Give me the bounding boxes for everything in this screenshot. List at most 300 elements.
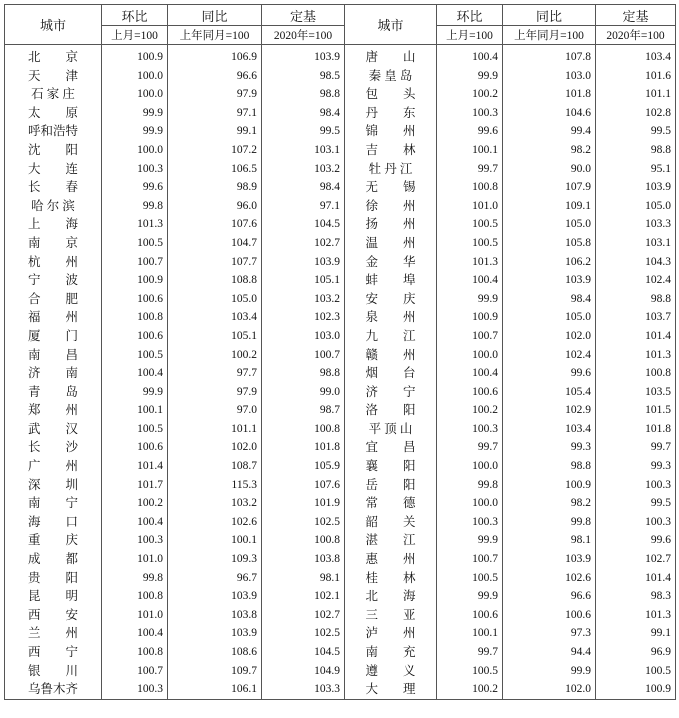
mom-value-left: 100.0 [102, 141, 168, 160]
yoy-value-left: 106.9 [168, 45, 262, 67]
yoy-value-right: 109.1 [503, 197, 596, 216]
mom-value-left: 99.8 [102, 197, 168, 216]
fixed-value-right: 101.3 [596, 346, 676, 365]
yoy-value-right: 107.9 [503, 178, 596, 197]
city-name-left: 西 安 [5, 606, 102, 625]
table-row [5, 160, 676, 179]
yoy-value-left: 96.6 [168, 67, 262, 86]
yoy-value-right: 104.6 [503, 104, 596, 123]
city-name-left: 兰 州 [5, 624, 102, 643]
city-name-right: 包 头 [345, 85, 437, 104]
table-row [5, 104, 676, 123]
table-row [5, 494, 676, 513]
yoy-value-right: 102.4 [503, 346, 596, 365]
city-name-right: 锦 州 [345, 122, 437, 141]
mom-value-right: 100.6 [437, 383, 503, 402]
fixed-value-left: 97.1 [262, 197, 345, 216]
city-name-left: 杭 州 [5, 253, 102, 272]
fixed-value-right: 96.9 [596, 643, 676, 662]
city-name-left: 石 家 庄 [5, 85, 102, 104]
city-name-left: 深 圳 [5, 476, 102, 495]
city-name-right: 遵 义 [345, 662, 437, 681]
mom-value-left: 101.7 [102, 476, 168, 495]
city-name-left: 武 汉 [5, 420, 102, 439]
yoy-value-left: 107.2 [168, 141, 262, 160]
fixed-value-right: 103.7 [596, 308, 676, 327]
mom-value-left: 101.0 [102, 606, 168, 625]
city-name-left: 南 宁 [5, 494, 102, 513]
yoy-value-left: 107.6 [168, 215, 262, 234]
mom-value-right: 100.4 [437, 364, 503, 383]
yoy-value-left: 97.1 [168, 104, 262, 123]
mom-value-left: 101.4 [102, 457, 168, 476]
mom-value-right: 100.5 [437, 662, 503, 681]
yoy-value-left: 109.7 [168, 662, 262, 681]
mom-value-left: 100.5 [102, 420, 168, 439]
yoy-value-right: 101.8 [503, 85, 596, 104]
fixed-value-right: 95.1 [596, 160, 676, 179]
mom-value-left: 100.1 [102, 401, 168, 420]
yoy-value-right: 107.8 [503, 45, 596, 67]
fixed-value-right: 101.6 [596, 67, 676, 86]
mom-value-left: 100.8 [102, 308, 168, 327]
yoy-value-left: 109.3 [168, 550, 262, 569]
city-name-left: 福 州 [5, 308, 102, 327]
table-row [5, 587, 676, 606]
fixed-value-left: 103.2 [262, 160, 345, 179]
city-name-left: 合 肥 [5, 290, 102, 309]
price-index-table-container [4, 4, 676, 700]
yoy-value-left: 106.1 [168, 680, 262, 699]
city-name-left: 天 津 [5, 67, 102, 86]
mom-value-right: 99.8 [437, 476, 503, 495]
table-row [5, 141, 676, 160]
mom-value-left: 100.8 [102, 587, 168, 606]
yoy-value-right: 99.8 [503, 513, 596, 532]
city-name-right: 济 宁 [345, 383, 437, 402]
mom-value-right: 100.0 [437, 346, 503, 365]
city-name-left: 沈 阳 [5, 141, 102, 160]
fixed-value-right: 99.7 [596, 438, 676, 457]
yoy-value-right: 105.0 [503, 308, 596, 327]
table-row [5, 606, 676, 625]
city-name-right: 无 锡 [345, 178, 437, 197]
yoy-value-right: 94.4 [503, 643, 596, 662]
mom-value-right: 99.9 [437, 290, 503, 309]
mom-value-right: 99.9 [437, 531, 503, 550]
city-name-right: 桂 林 [345, 569, 437, 588]
fixed-value-right: 99.5 [596, 494, 676, 513]
mom-value-left: 100.6 [102, 438, 168, 457]
city-name-left: 上 海 [5, 215, 102, 234]
city-name-right: 烟 台 [345, 364, 437, 383]
mom-value-right: 100.1 [437, 141, 503, 160]
yoy-value-right: 90.0 [503, 160, 596, 179]
fixed-value-left: 103.2 [262, 290, 345, 309]
mom-value-left: 99.9 [102, 383, 168, 402]
fixed-header-left: 定基 [262, 5, 345, 26]
city-name-left: 厦 门 [5, 327, 102, 346]
yoy-value-left: 105.0 [168, 290, 262, 309]
yoy-value-left: 97.7 [168, 364, 262, 383]
city-name-right: 赣 州 [345, 346, 437, 365]
yoy-value-left: 101.1 [168, 420, 262, 439]
fixed-value-right: 102.8 [596, 104, 676, 123]
city-name-left: 北 京 [5, 45, 102, 67]
city-name-right: 泸 州 [345, 624, 437, 643]
yoy-value-left: 100.2 [168, 346, 262, 365]
mom-value-left: 100.6 [102, 327, 168, 346]
header-row-main [5, 5, 676, 26]
fixed-value-right: 101.3 [596, 606, 676, 625]
table-row [5, 271, 676, 290]
fixed-value-right: 98.3 [596, 587, 676, 606]
city-name-right: 秦 皇 岛 [345, 67, 437, 86]
table-row [5, 122, 676, 141]
fixed-value-right: 99.6 [596, 531, 676, 550]
mom-value-left: 100.5 [102, 234, 168, 253]
yoy-value-left: 97.9 [168, 383, 262, 402]
fixed-value-left: 104.9 [262, 662, 345, 681]
fixed-value-left: 99.0 [262, 383, 345, 402]
yoy-value-right: 105.8 [503, 234, 596, 253]
mom-value-left: 100.0 [102, 85, 168, 104]
table-row [5, 290, 676, 309]
mom-value-right: 99.9 [437, 587, 503, 606]
mom-value-right: 99.6 [437, 122, 503, 141]
table-body [5, 45, 676, 700]
city-name-left: 郑 州 [5, 401, 102, 420]
mom-header-right: 环比 [437, 5, 503, 26]
mom-value-right: 100.2 [437, 680, 503, 699]
mom-value-right: 99.7 [437, 438, 503, 457]
city-name-right: 丹 东 [345, 104, 437, 123]
fixed-value-right: 103.4 [596, 45, 676, 67]
table-row [5, 438, 676, 457]
fixed-value-left: 105.9 [262, 457, 345, 476]
fixed-value-left: 100.7 [262, 346, 345, 365]
yoy-value-right: 106.2 [503, 253, 596, 272]
mom-value-left: 99.6 [102, 178, 168, 197]
city-name-left: 南 京 [5, 234, 102, 253]
mom-value-right: 99.7 [437, 160, 503, 179]
table-row [5, 85, 676, 104]
table-row [5, 327, 676, 346]
city-name-right: 泉 州 [345, 308, 437, 327]
mom-value-right: 100.2 [437, 401, 503, 420]
fixed-value-right: 105.0 [596, 197, 676, 216]
fixed-value-right: 102.4 [596, 271, 676, 290]
fixed-value-left: 100.8 [262, 420, 345, 439]
mom-value-right: 100.7 [437, 327, 503, 346]
mom-value-left: 100.9 [102, 45, 168, 67]
city-name-right: 安 庆 [345, 290, 437, 309]
mom-subheader-left: 上月=100 [102, 26, 168, 45]
mom-value-right: 100.3 [437, 420, 503, 439]
city-name-right: 温 州 [345, 234, 437, 253]
city-name-left: 成 都 [5, 550, 102, 569]
mom-subheader-right: 上月=100 [437, 26, 503, 45]
yoy-value-right: 105.0 [503, 215, 596, 234]
fixed-value-left: 102.7 [262, 606, 345, 625]
yoy-value-left: 97.9 [168, 85, 262, 104]
fixed-value-left: 105.1 [262, 271, 345, 290]
table-row [5, 531, 676, 550]
fixed-value-left: 98.4 [262, 178, 345, 197]
city-name-right: 九 江 [345, 327, 437, 346]
table-row [5, 383, 676, 402]
fixed-header-right: 定基 [596, 5, 676, 26]
city-name-left: 银 川 [5, 662, 102, 681]
yoy-value-right: 103.9 [503, 271, 596, 290]
fixed-value-right: 103.5 [596, 383, 676, 402]
table-row [5, 178, 676, 197]
city-name-left: 济 南 [5, 364, 102, 383]
yoy-value-right: 98.4 [503, 290, 596, 309]
mom-header-left: 环比 [102, 5, 168, 26]
table-row [5, 401, 676, 420]
mom-value-left: 99.9 [102, 104, 168, 123]
yoy-value-left: 102.0 [168, 438, 262, 457]
mom-value-left: 99.9 [102, 122, 168, 141]
table-row [5, 215, 676, 234]
yoy-value-right: 102.6 [503, 569, 596, 588]
table-row [5, 45, 676, 67]
table-row [5, 67, 676, 86]
fixed-value-left: 107.6 [262, 476, 345, 495]
fixed-value-right: 100.9 [596, 680, 676, 699]
mom-value-left: 101.3 [102, 215, 168, 234]
city-name-right: 大 理 [345, 680, 437, 699]
yoy-value-right: 102.9 [503, 401, 596, 420]
city-name-left: 大 连 [5, 160, 102, 179]
yoy-header-right: 同比 [503, 5, 596, 26]
table-row [5, 253, 676, 272]
mom-value-right: 100.8 [437, 178, 503, 197]
fixed-value-left: 98.7 [262, 401, 345, 420]
table-row [5, 569, 676, 588]
city-name-left: 广 州 [5, 457, 102, 476]
yoy-value-left: 98.9 [168, 178, 262, 197]
city-name-right: 湛 江 [345, 531, 437, 550]
fixed-value-left: 98.8 [262, 85, 345, 104]
yoy-value-left: 102.6 [168, 513, 262, 532]
fixed-value-left: 103.9 [262, 45, 345, 67]
fixed-value-right: 104.3 [596, 253, 676, 272]
mom-value-right: 99.7 [437, 643, 503, 662]
city-name-left: 青 岛 [5, 383, 102, 402]
mom-value-left: 100.4 [102, 624, 168, 643]
fixed-value-left: 102.5 [262, 513, 345, 532]
city-name-left: 重 庆 [5, 531, 102, 550]
mom-value-right: 100.4 [437, 45, 503, 67]
city-name-right: 蚌 埠 [345, 271, 437, 290]
mom-value-left: 100.4 [102, 513, 168, 532]
yoy-value-left: 97.0 [168, 401, 262, 420]
fixed-value-right: 101.4 [596, 569, 676, 588]
table-row [5, 346, 676, 365]
city-name-right: 惠 州 [345, 550, 437, 569]
table-row [5, 624, 676, 643]
mom-value-right: 100.4 [437, 271, 503, 290]
fixed-value-right: 103.3 [596, 215, 676, 234]
city-name-right: 扬 州 [345, 215, 437, 234]
yoy-value-left: 103.9 [168, 624, 262, 643]
table-row [5, 513, 676, 532]
city-name-left: 宁 波 [5, 271, 102, 290]
fixed-subheader-left: 2020年=100 [262, 26, 345, 45]
city-name-right: 宜 昌 [345, 438, 437, 457]
fixed-value-right: 101.8 [596, 420, 676, 439]
yoy-value-left: 100.1 [168, 531, 262, 550]
yoy-value-left: 106.5 [168, 160, 262, 179]
mom-value-right: 100.2 [437, 85, 503, 104]
table-row [5, 308, 676, 327]
fixed-value-right: 99.1 [596, 624, 676, 643]
fixed-value-left: 103.9 [262, 253, 345, 272]
header-row-sub [5, 26, 676, 45]
fixed-value-right: 101.1 [596, 85, 676, 104]
yoy-value-left: 104.7 [168, 234, 262, 253]
fixed-value-left: 104.5 [262, 643, 345, 662]
city-name-left: 海 口 [5, 513, 102, 532]
mom-value-right: 100.0 [437, 457, 503, 476]
fixed-value-left: 102.7 [262, 234, 345, 253]
fixed-value-right: 101.5 [596, 401, 676, 420]
mom-value-left: 100.6 [102, 290, 168, 309]
table-row [5, 662, 676, 681]
yoy-value-right: 100.6 [503, 606, 596, 625]
table-row [5, 457, 676, 476]
fixed-value-left: 98.5 [262, 67, 345, 86]
city-name-left: 昆 明 [5, 587, 102, 606]
city-name-right: 南 充 [345, 643, 437, 662]
mom-value-left: 100.3 [102, 680, 168, 699]
fixed-value-left: 98.8 [262, 364, 345, 383]
city-name-left: 南 昌 [5, 346, 102, 365]
table-row [5, 364, 676, 383]
table-row [5, 197, 676, 216]
mom-value-right: 101.0 [437, 197, 503, 216]
fixed-value-right: 103.9 [596, 178, 676, 197]
fixed-value-left: 103.0 [262, 327, 345, 346]
yoy-value-right: 105.4 [503, 383, 596, 402]
fixed-value-right: 99.5 [596, 122, 676, 141]
mom-value-left: 100.8 [102, 643, 168, 662]
city-name-right: 徐 州 [345, 197, 437, 216]
fixed-value-left: 102.1 [262, 587, 345, 606]
fixed-value-left: 98.4 [262, 104, 345, 123]
yoy-value-right: 98.8 [503, 457, 596, 476]
yoy-value-right: 103.0 [503, 67, 596, 86]
fixed-value-right: 100.5 [596, 662, 676, 681]
yoy-value-left: 103.8 [168, 606, 262, 625]
fixed-value-left: 101.8 [262, 438, 345, 457]
fixed-value-left: 102.3 [262, 308, 345, 327]
city-name-right: 北 海 [345, 587, 437, 606]
fixed-value-left: 103.1 [262, 141, 345, 160]
city-name-left: 呼和浩特 [5, 122, 102, 141]
yoy-value-right: 98.2 [503, 141, 596, 160]
fixed-value-left: 103.3 [262, 680, 345, 699]
mom-value-left: 100.5 [102, 346, 168, 365]
mom-value-left: 100.3 [102, 531, 168, 550]
yoy-value-right: 99.3 [503, 438, 596, 457]
yoy-value-right: 102.0 [503, 327, 596, 346]
yoy-value-left: 103.9 [168, 587, 262, 606]
yoy-value-left: 108.6 [168, 643, 262, 662]
yoy-value-right: 99.6 [503, 364, 596, 383]
fixed-value-right: 103.1 [596, 234, 676, 253]
city-name-right: 韶 关 [345, 513, 437, 532]
yoy-value-right: 102.0 [503, 680, 596, 699]
city-name-right: 洛 阳 [345, 401, 437, 420]
city-name-left: 长 春 [5, 178, 102, 197]
yoy-value-right: 99.9 [503, 662, 596, 681]
fixed-value-right: 102.7 [596, 550, 676, 569]
mom-value-left: 100.4 [102, 364, 168, 383]
city-name-right: 牡 丹 江 [345, 160, 437, 179]
mom-value-right: 100.1 [437, 624, 503, 643]
mom-value-right: 100.5 [437, 234, 503, 253]
mom-value-left: 100.0 [102, 67, 168, 86]
table-row [5, 680, 676, 699]
yoy-value-right: 100.9 [503, 476, 596, 495]
mom-value-right: 99.9 [437, 67, 503, 86]
yoy-value-right: 97.3 [503, 624, 596, 643]
city-name-left: 乌鲁木齐 [5, 680, 102, 699]
city-name-right: 平 顶 山 [345, 420, 437, 439]
city-name-right: 三 亚 [345, 606, 437, 625]
fixed-value-right: 100.3 [596, 476, 676, 495]
yoy-value-right: 96.6 [503, 587, 596, 606]
table-row [5, 420, 676, 439]
yoy-value-left: 105.1 [168, 327, 262, 346]
city-name-left: 太 原 [5, 104, 102, 123]
yoy-value-left: 115.3 [168, 476, 262, 495]
yoy-value-left: 96.0 [168, 197, 262, 216]
fixed-value-right: 98.8 [596, 141, 676, 160]
yoy-value-left: 103.2 [168, 494, 262, 513]
mom-value-right: 100.3 [437, 513, 503, 532]
yoy-subheader-left: 上年同月=100 [168, 26, 262, 45]
mom-value-right: 100.5 [437, 215, 503, 234]
fixed-value-right: 98.8 [596, 290, 676, 309]
city-name-right: 常 德 [345, 494, 437, 513]
fixed-value-right: 100.3 [596, 513, 676, 532]
city-name-right: 金 华 [345, 253, 437, 272]
mom-value-right: 100.0 [437, 494, 503, 513]
mom-value-right: 101.3 [437, 253, 503, 272]
table-row [5, 234, 676, 253]
fixed-value-left: 101.9 [262, 494, 345, 513]
yoy-value-right: 98.1 [503, 531, 596, 550]
city-name-right: 岳 阳 [345, 476, 437, 495]
mom-value-left: 99.8 [102, 569, 168, 588]
mom-value-left: 100.2 [102, 494, 168, 513]
yoy-value-left: 99.1 [168, 122, 262, 141]
yoy-value-left: 108.8 [168, 271, 262, 290]
mom-value-left: 100.3 [102, 160, 168, 179]
mom-value-right: 100.6 [437, 606, 503, 625]
city-name-left: 哈 尔 滨 [5, 197, 102, 216]
city-header-left: 城市 [5, 5, 102, 45]
fixed-value-left: 103.8 [262, 550, 345, 569]
fixed-value-left: 102.5 [262, 624, 345, 643]
city-name-right: 襄 阳 [345, 457, 437, 476]
yoy-value-right: 103.9 [503, 550, 596, 569]
yoy-value-left: 107.7 [168, 253, 262, 272]
